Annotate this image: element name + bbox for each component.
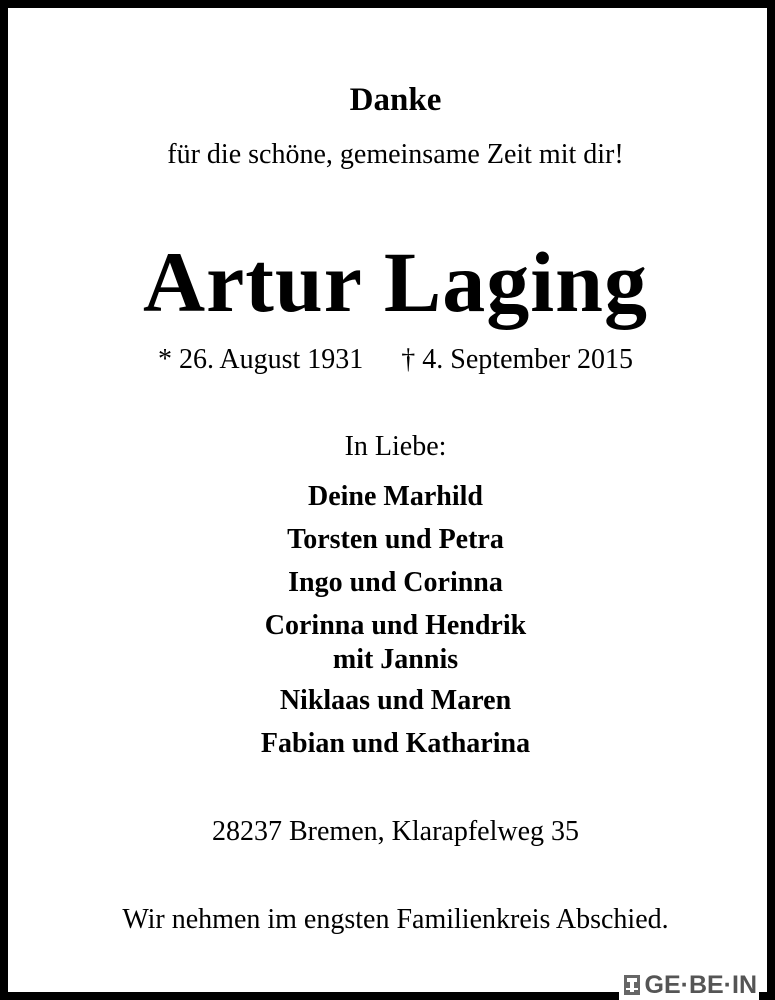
family-member: mit Jannis (332, 644, 459, 675)
family-member: Torsten und Petra (287, 524, 504, 555)
gebein-logo (619, 970, 760, 1000)
death-date: † 4. September 2015 (401, 344, 634, 375)
family-member: Fabian und Katharina (260, 728, 531, 759)
life-dates (8, 344, 775, 376)
family-member: Niklaas und Maren (279, 685, 512, 716)
closing-text: Wir nehmen im engsten Familienkreis Abschied. (122, 904, 669, 935)
family-member: Deine Marhild (308, 481, 483, 512)
deceased-name: Artur Laging (143, 234, 648, 330)
birth-date: * 26. August 1931 (157, 344, 364, 375)
family-member: Ingo und Corinna (288, 567, 503, 598)
in-love-label: In Liebe: (344, 431, 447, 462)
gebein-logo-text: GE·BE·IN (644, 970, 757, 999)
address: 28237 Bremen, Klarapfelweg 35 (212, 816, 579, 847)
gebein-logo-icon (623, 974, 641, 996)
notice-heading: Danke (349, 82, 442, 118)
family-member: Corinna und Hendrik (264, 610, 527, 641)
notice-subheading: für die schöne, gemeinsame Zeit mit dir! (167, 139, 624, 170)
